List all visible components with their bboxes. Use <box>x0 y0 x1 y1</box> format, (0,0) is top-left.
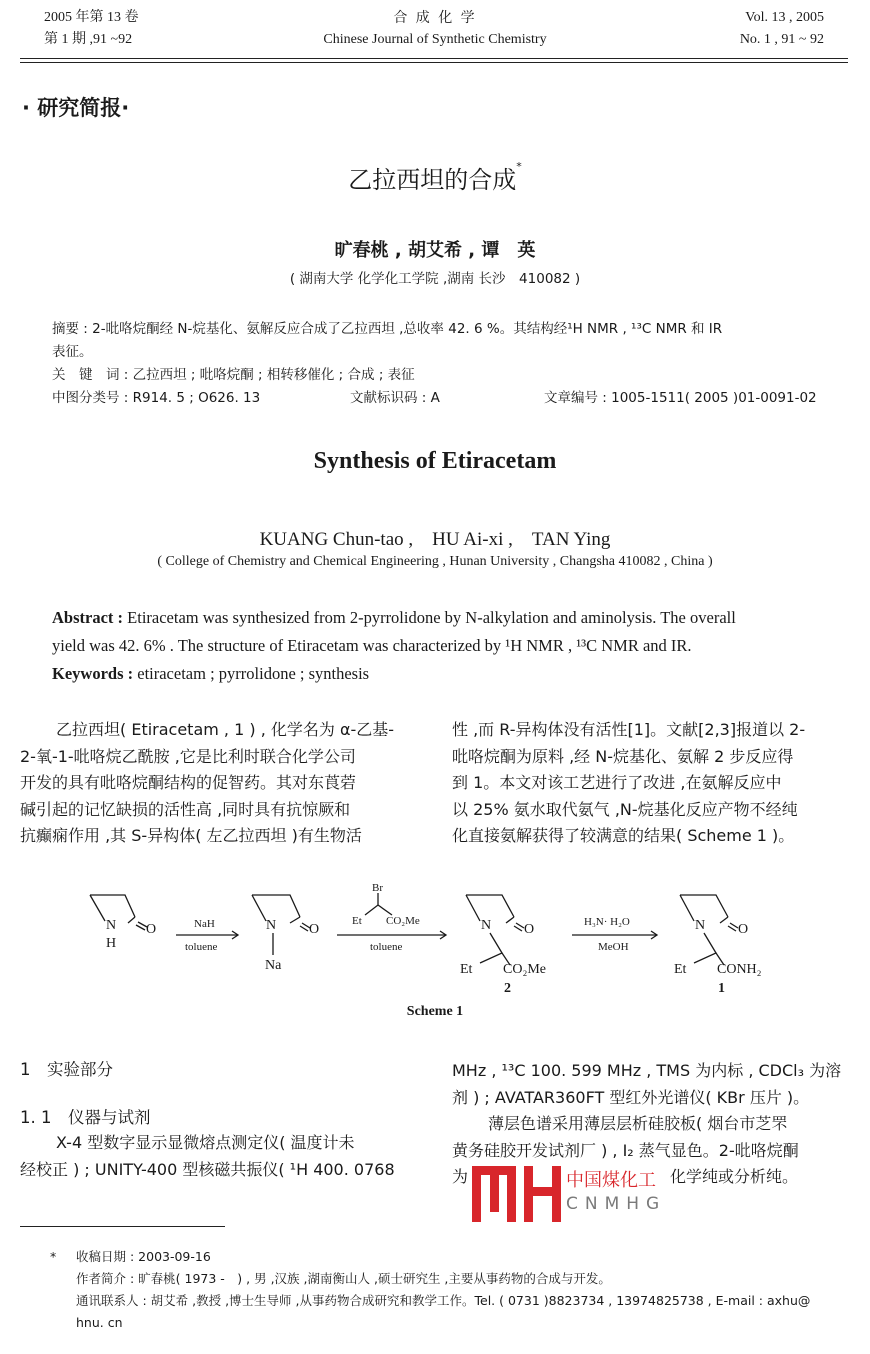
abstract-cn-line2: 表征。 <box>52 344 93 360</box>
keywords-en: etiracetam ; pyrrolidone ; synthesis <box>137 664 370 683</box>
intro-left-line: 碱引起的记忆缺损的活性高 ,同时具有抗惊厥和 <box>20 799 351 819</box>
watermark-cn-text: 中国煤化工 <box>566 1170 656 1191</box>
classification-row <box>52 387 817 410</box>
group-ester: CO₂Me <box>503 962 546 977</box>
authors-en: KUANG Chun-tao , HU Ai-xi , TAN Ying <box>259 529 611 550</box>
intro-left-line: 开发的具有吡咯烷酮结构的促智药。其对东莨菪 <box>20 773 357 792</box>
experimental-left-column <box>20 1130 420 1183</box>
abstract-en <box>52 604 832 688</box>
step3-solvent: MeOH <box>598 941 629 953</box>
atom-N: N <box>106 918 117 933</box>
article-number: 文章编号 : 1005-1511( 2005 )01-0091-02 <box>544 390 817 406</box>
doc-code: 文献标识码 : A <box>350 390 440 406</box>
page-title-cn <box>0 160 870 195</box>
step1-solvent: toluene <box>185 941 218 953</box>
keywords-en-label: Keywords : <box>52 664 134 683</box>
footnote-contact: 通讯联系人 : 胡艾希 ,教授 ,博士生导师 ,从事药物合成研究和教学工作。Tel. ( 0731 )8823734 , 13974825738 , E-mail : axhu@ <box>76 1293 811 1308</box>
footnote-contact-cont: hnu. cn <box>76 1315 123 1330</box>
affiliation-en: ( College of Chemistry and Chemical Engineering , Hunan University , Changsha 410082 , China ) <box>157 554 713 569</box>
journal-name-cn: 合 成 化 学 <box>393 10 477 26</box>
keywords-cn: 关 键 词 : 乙拉西坦 ; 吡咯烷酮 ; 相转移催化 ; 合成 ; 表征 <box>52 367 415 383</box>
header-volume: 2005 年第 13 卷 <box>44 10 139 25</box>
watermark-mark-icon <box>470 1160 566 1222</box>
title-cn-text: 乙拉西坦的合成 <box>348 166 517 194</box>
intro-right-line: 性 ,而 R-异构体没有活性[1]。文献[2,3]报道以 2- <box>452 720 806 739</box>
step3-reagent: H₃N· H₂O <box>584 916 630 928</box>
step2-solvent: toluene <box>370 941 403 953</box>
section-heading-experimental: 1 实验部分 <box>20 1060 113 1079</box>
header-no-en: No. 1 , 91 ~ 92 <box>739 32 824 47</box>
exp-right-fragment: 为 <box>452 1167 469 1186</box>
abstract-en-text1: Etiracetam was synthesized from 2-pyrrolidone by N-alkylation and aminolysis. The overall <box>127 608 736 627</box>
affiliation-cn: ( 湖南大学 化学化工学院 ,湖南 长沙 410082 ) <box>289 271 581 287</box>
group-amide: CONH₂ <box>717 962 762 977</box>
compound-2-label: 2 <box>504 981 511 996</box>
intro-left-column <box>20 717 420 850</box>
ring-bond <box>90 895 105 921</box>
watermark-logo <box>470 1160 670 1224</box>
intro-right-line: 到 1。本文对该工艺进行了改进 ,在氨解反应中 <box>452 773 782 792</box>
abstract-en-label: Abstract : <box>52 608 124 627</box>
exp-right-line: 剂 ) ; AVATAR360FT 型红外光谱仪( KBr 压片 )。 <box>452 1087 810 1107</box>
header-issue: 第 1 期 ,91 ~92 <box>44 32 133 47</box>
scheme-caption: Scheme 1 <box>406 1004 464 1019</box>
step1-reagent: NaH <box>194 918 215 930</box>
exp-right-line: 薄层色谱采用薄层层析硅胶板( 烟台市芝罘 <box>488 1114 788 1133</box>
intro-right-line: 化直接氨解获得了较满意的结果( Scheme 1 )。 <box>452 826 795 845</box>
clc-number: 中图分类号 : R914. 5 ; O626. 13 <box>52 390 261 406</box>
page-title-en: Synthesis of Etiracetam <box>313 448 557 474</box>
atom-O: O <box>309 922 320 937</box>
atom-O: O <box>738 922 749 937</box>
reaction-scheme <box>0 875 870 1005</box>
subsection-heading-instruments: 1. 1 仪器与试剂 <box>20 1108 151 1127</box>
footnotes <box>76 1246 856 1312</box>
exp-right-line: 黄务硅胶开发试剂厂 ) , I₂ 蒸气显色。2-吡咯烷酮 <box>452 1140 799 1160</box>
intro-right-column <box>452 717 852 850</box>
header-vol-en: Vol. 13 , 2005 <box>745 10 824 25</box>
reagent-Br: Br <box>372 882 383 894</box>
atom-H: H <box>106 936 117 951</box>
atom-Na: Na <box>265 958 282 973</box>
intro-left-line: 2-氧-1-吡咯烷乙酰胺 ,它是比利时联合化学公司 <box>20 746 356 766</box>
exp-left-line: 经校正 ) ; UNITY-400 型核磁共振仪( ¹H 400. 0768 <box>20 1159 395 1179</box>
header-rule-top <box>20 58 848 59</box>
compound-1-label: 1 <box>718 981 725 996</box>
atom-N: N <box>266 918 277 933</box>
atom-O: O <box>146 922 157 937</box>
journal-name-en: Chinese Journal of Synthetic Chemistry <box>323 32 547 47</box>
title-footnote-mark: * <box>516 160 522 173</box>
exp-left-line: X-4 型数字显示显微熔点测定仪( 温度计未 <box>56 1133 355 1152</box>
reagent-Et: Et <box>352 915 362 927</box>
intro-right-line: 以 25% 氨水取代氨气 ,N-烷基化反应产物不经纯 <box>452 799 798 819</box>
abstract-cn-line1: 摘要 : 2-吡咯烷酮经 N-烷基化、氨解反应合成了乙拉西坦 ,总收率 42. 6 %。其结构经¹H NMR , ¹³C NMR 和 IR <box>52 321 723 337</box>
footnote-marker: * <box>50 1249 57 1264</box>
header-rule-bottom <box>20 62 848 63</box>
reagent-ester: CO₂Me <box>386 915 420 927</box>
atom-O: O <box>524 922 535 937</box>
abstract-en-line2: yield was 42. 6% . The structure of Etiracetam was characterized by ¹H NMR , ¹³C NMR and IR. <box>52 636 692 655</box>
exp-right-line: MHz , ¹³C 100. 599 MHz , TMS 为内标 , CDCl₃ 为溶 <box>452 1061 842 1080</box>
atom-N: N <box>695 918 706 933</box>
abstract-cn <box>52 318 817 410</box>
footnote-author-bio: 作者简介 : 旷春桃( 1973 - ) , 男 ,汉族 ,湖南衡山人 ,硕士研究生 ,主要从事药物的合成与开发。 <box>76 1271 611 1286</box>
authors-cn: 旷春桃 , 胡艾希 , 谭 英 <box>334 240 536 261</box>
watermark-en-text: CNMHG <box>566 1194 667 1214</box>
group-Et: Et <box>460 962 473 977</box>
exp-right-fragment: 化学纯或分析纯。 <box>670 1167 799 1186</box>
footnote-divider <box>20 1226 225 1227</box>
intro-right-line: 吡咯烷酮为原料 ,经 N-烷基化、氨解 2 步反应得 <box>452 746 794 766</box>
atom-N: N <box>481 918 492 933</box>
intro-left-line: 抗癫痫作用 ,其 S-异构体( 左乙拉西坦 )有生物活 <box>20 826 362 845</box>
group-Et: Et <box>674 962 687 977</box>
intro-left-line: 乙拉西坦( Etiracetam , 1 ) , 化学名为 α-乙基- <box>56 720 395 739</box>
section-label: · 研究简报· <box>22 96 130 120</box>
footnote-received: 收稿日期 : 2003-09-16 <box>76 1249 211 1264</box>
keywords-en-row <box>52 660 832 688</box>
abstract-en-line1 <box>52 604 832 632</box>
